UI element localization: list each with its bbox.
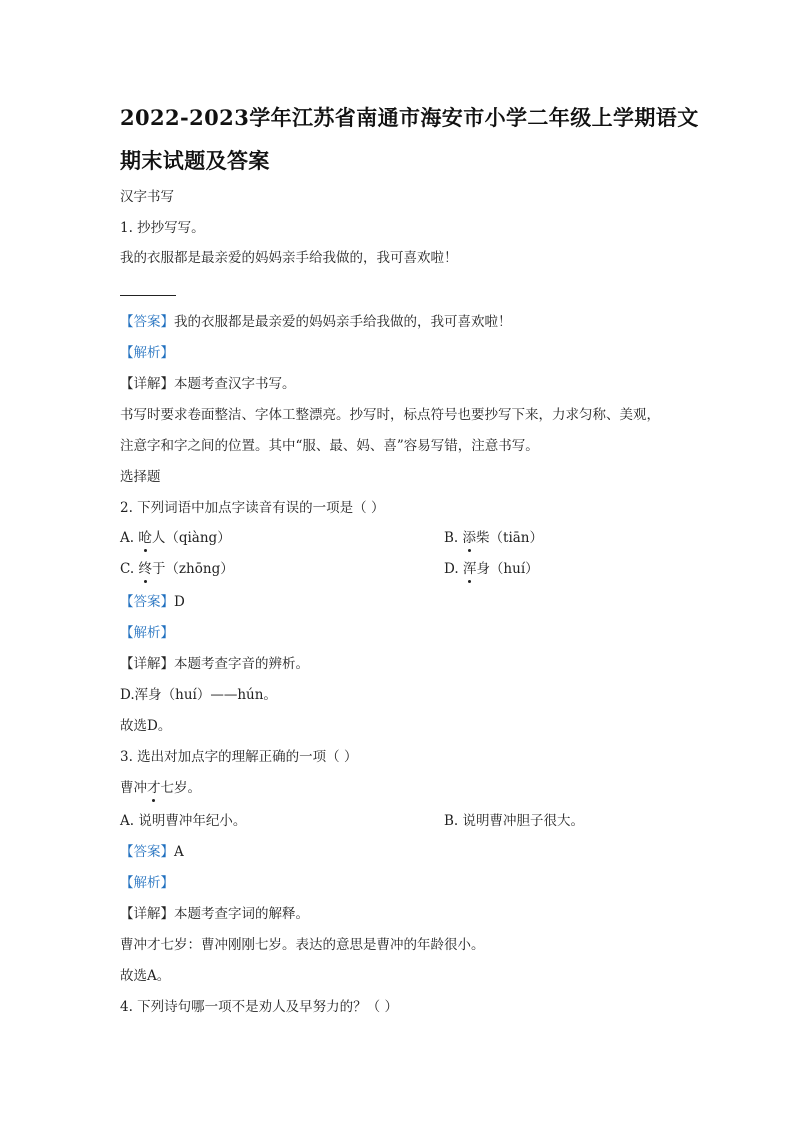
- q2-detail: [120, 655, 309, 673]
- emphasis-dot-char: 添: [462, 530, 477, 546]
- answer-blank-line: [120, 295, 176, 296]
- detail-text: 本题考查汉字书写。: [174, 376, 296, 392]
- option-label: D.: [444, 561, 459, 577]
- emphasis-dot-char: 才: [147, 780, 161, 796]
- q3-answer: [120, 843, 184, 861]
- q3-explain-2: 故选A。: [120, 968, 171, 984]
- q1-copy-text: 我的衣服都是最亲爱的妈妈亲手给我做的，我可喜欢啦！: [120, 250, 458, 266]
- q1-answer: [120, 313, 512, 331]
- q2-explain-2: 故选D。: [120, 718, 172, 734]
- q1-analysis-tag: 【解析】: [120, 345, 174, 361]
- q2-option-a: [120, 529, 231, 547]
- q3-option-a: A. 说明曹冲年纪小。: [120, 813, 247, 829]
- q3-stem: 3. 选出对加点字的理解正确的一项（ ）: [120, 749, 358, 765]
- emphasis-dot-char: 终: [138, 561, 152, 577]
- section-heading-writing: 汉字书写: [120, 189, 174, 205]
- q1-explain-1: 书写时要求卷面整洁、字体工整漂亮。抄写时，标点符号也要抄写下来，力求匀称、美观，: [120, 407, 660, 423]
- option-label: A.: [120, 530, 135, 546]
- section-heading-choice: 选择题: [120, 469, 161, 485]
- q2-analysis-tag: 【解析】: [120, 625, 174, 641]
- sentence-text: 曹冲: [120, 780, 147, 796]
- q2-explain-1: D.浑身（huí）——hún。: [120, 687, 277, 703]
- option-text: 于（zhōng）: [151, 561, 234, 577]
- option-text: 柴（tiān）: [476, 530, 544, 546]
- q1-stem: 1. 抄抄写写。: [120, 220, 205, 236]
- sentence-text: 七岁。: [160, 780, 201, 796]
- q2-option-c: [120, 560, 234, 578]
- option-text: 人（qiàng）: [151, 530, 231, 546]
- detail-text: 本题考查字音的辨析。: [174, 656, 309, 672]
- q2-answer: [120, 593, 185, 611]
- emphasis-dot-char: 呛: [138, 530, 152, 546]
- answer-text: A: [174, 844, 184, 860]
- emphasis-dot-char: 浑: [462, 561, 477, 577]
- q3-option-b: B. 说明曹冲胆子很大。: [444, 813, 585, 829]
- option-label: B.: [444, 530, 459, 546]
- document-title-line-2: 期末试题及答案: [120, 148, 270, 173]
- q1-detail: [120, 375, 296, 393]
- detail-tag: 【详解】: [120, 656, 174, 672]
- q3-sentence: [120, 779, 201, 797]
- q3-explain-1: 曹冲才七岁：曹冲刚刚七岁。表达的意思是曹冲的年龄很小。: [120, 937, 485, 953]
- q2-option-d: [444, 560, 539, 578]
- detail-tag: 【详解】: [120, 906, 174, 922]
- q4-stem: 4. 下列诗句哪一项不是劝人及早努力的？（ ）: [120, 999, 398, 1015]
- answer-tag: 【答案】: [120, 844, 174, 860]
- option-label: C.: [120, 561, 135, 577]
- answer-tag: 【答案】: [120, 314, 174, 330]
- q3-analysis-tag: 【解析】: [120, 875, 174, 891]
- answer-tag: 【答案】: [120, 594, 174, 610]
- option-text: 身（huí）: [476, 561, 539, 577]
- answer-text: D: [174, 594, 185, 610]
- q2-stem: 2. 下列词语中加点字读音有误的一项是（ ）: [120, 500, 385, 516]
- q3-detail: [120, 905, 309, 923]
- detail-tag: 【详解】: [120, 376, 174, 392]
- q2-option-b: [444, 529, 543, 547]
- q1-explain-2: 注意字和字之间的位置。其中“服、最、妈、喜”容易写错，注意书写。: [120, 438, 539, 454]
- detail-text: 本题考查字词的解释。: [174, 906, 309, 922]
- answer-text: 我的衣服都是最亲爱的妈妈亲手给我做的，我可喜欢啦！: [174, 314, 512, 330]
- document-title-line-1: 2022-2023学年江苏省南通市海安市小学二年级上学期语文: [120, 105, 699, 130]
